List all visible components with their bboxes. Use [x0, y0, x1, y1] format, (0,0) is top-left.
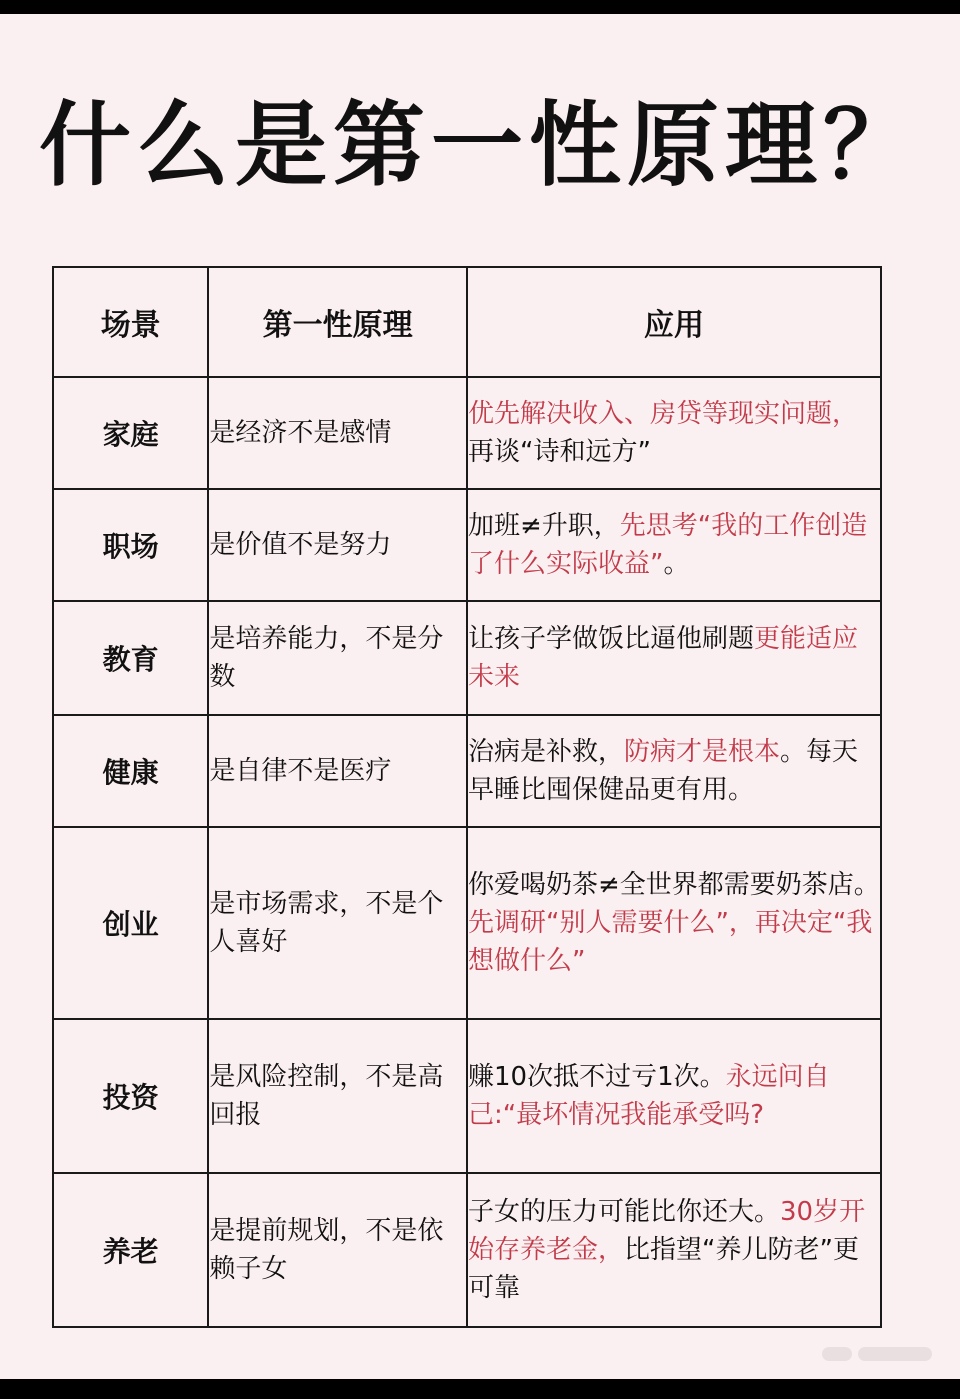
principle-cell: 是经济不是感情 — [208, 377, 467, 489]
application-text: 永远问自己:“最坏情况我能承受吗? — [467, 1062, 830, 1130]
scene-cell: 创业 — [53, 827, 208, 1019]
header-application: 应用 — [467, 267, 881, 377]
scene-cell: 职场 — [53, 489, 208, 601]
table-row — [53, 715, 881, 827]
scene-cell: 健康 — [53, 715, 208, 827]
application-cell — [467, 827, 881, 1019]
watermark — [822, 1347, 932, 1361]
page-title: 什么是第一性原理？ — [38, 92, 921, 199]
watermark-mark — [822, 1347, 852, 1361]
principle-cell: 是提前规划，不是依赖子女 — [208, 1173, 467, 1327]
application-text: 比指望“养儿防老”更可靠 — [467, 1235, 859, 1303]
principle-cell: 是自律不是医疗 — [208, 715, 467, 827]
header-scene: 场景 — [53, 267, 208, 377]
application-cell — [467, 489, 881, 601]
scene-cell: 家庭 — [53, 377, 208, 489]
application-text: 优先解决收入、房贷等现实问题， — [467, 399, 858, 429]
application-text: 先调研“别人需要什么”，再决定“我想做什么” — [467, 908, 873, 976]
page — [0, 14, 960, 1379]
application-text: 更能适应未来 — [467, 624, 859, 692]
table-header-row — [53, 267, 881, 377]
application-cell — [467, 1173, 881, 1327]
application-text: 再谈“诗和远方” — [467, 437, 651, 467]
table-row — [53, 1173, 881, 1327]
application-text: 防病才是根本 — [624, 737, 781, 767]
header-principle: 第一性原理 — [208, 267, 467, 377]
application-cell — [467, 377, 881, 489]
table-row — [53, 1019, 881, 1173]
scene-cell: 教育 — [53, 601, 208, 715]
table-row — [53, 377, 881, 489]
principle-cell: 是培养能力，不是分数 — [208, 601, 467, 715]
application-text: 30岁开始存养老金， — [467, 1197, 866, 1265]
principle-cell: 是市场需求，不是个人喜好 — [208, 827, 467, 1019]
table-row — [53, 827, 881, 1019]
application-cell — [467, 1019, 881, 1173]
application-text: 治病是补救， — [467, 737, 624, 767]
principle-cell: 是风险控制，不是高回报 — [208, 1019, 467, 1173]
scene-cell: 养老 — [53, 1173, 208, 1327]
application-text: 你爱喝奶茶≠全世界都需要奶茶店。 — [467, 870, 880, 900]
application-text: 加班≠升职， — [467, 511, 620, 541]
application-text: 。 — [663, 549, 690, 579]
watermark-mark — [858, 1347, 932, 1361]
application-text: 先思考“我的工作创造了什么实际收益” — [467, 511, 868, 579]
table-row — [53, 489, 881, 601]
application-cell — [467, 601, 881, 715]
application-text: 赚10次抵不过亏1次。 — [467, 1062, 726, 1092]
application-cell — [467, 715, 881, 827]
principle-cell: 是价值不是努力 — [208, 489, 467, 601]
application-text: 让孩子学做饭比逼他刷题 — [467, 624, 754, 654]
application-text: 子女的压力可能比你还大。 — [467, 1197, 780, 1227]
first-principles-table — [52, 266, 882, 1328]
scene-cell: 投资 — [53, 1019, 208, 1173]
table-row — [53, 601, 881, 715]
application-text: 。每天早睡比囤保健品更有用。 — [467, 737, 859, 805]
